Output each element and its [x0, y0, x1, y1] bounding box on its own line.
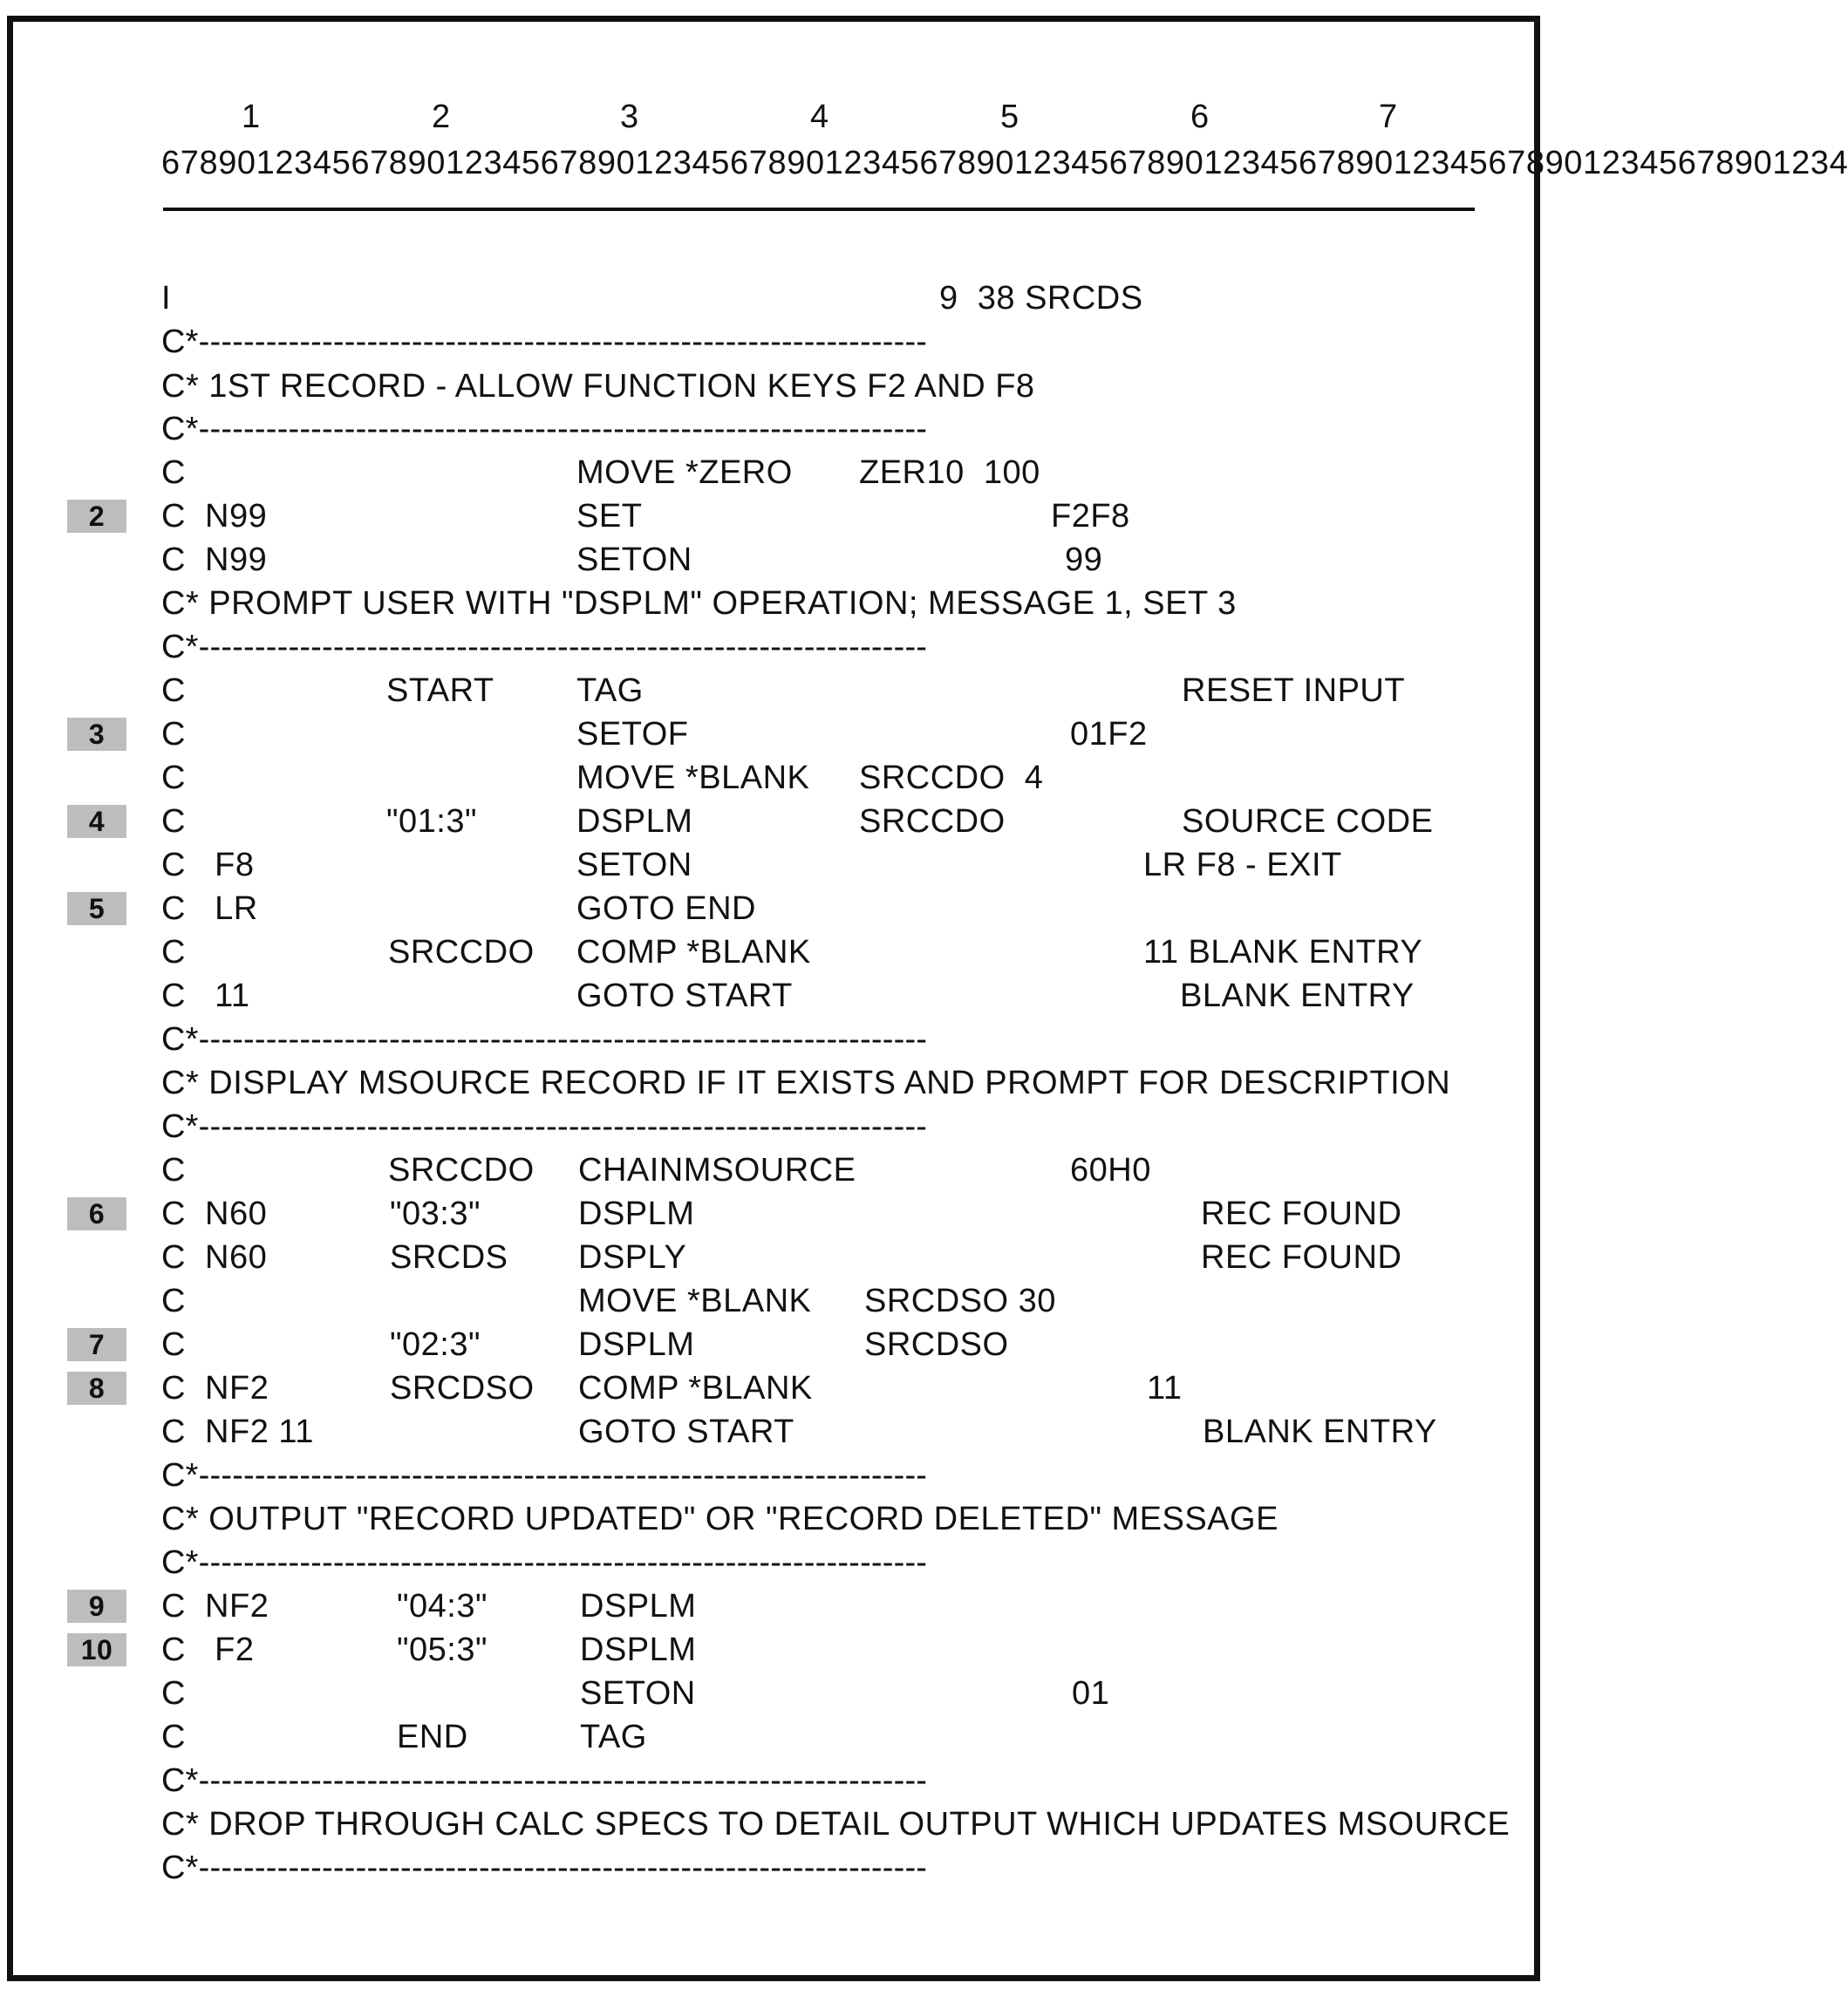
ruler-ten-2: 2 — [432, 99, 451, 135]
line-21-col-1: C N60 — [161, 1196, 268, 1232]
line-25-col-2: SRCDSO — [390, 1370, 535, 1407]
comment-text: C* 1ST RECORD - ALLOW FUNCTION KEYS F2 AND F8 — [161, 368, 1035, 405]
comment-divider — [13, 1850, 1546, 1893]
line-26-col-1: C NF2 11 — [161, 1414, 314, 1450]
line-6-col-3: 99 — [1065, 542, 1103, 578]
dash-line: C*----------------------------------------------------------------- — [161, 629, 928, 665]
line-15-col-4: 11 BLANK ENTRY — [1143, 934, 1423, 971]
code-listing — [13, 22, 1546, 1987]
step-marker-8: 8 — [67, 1372, 126, 1405]
code-line — [13, 716, 1546, 760]
listing-frame — [7, 16, 1848, 1981]
ruler-ten-6: 6 — [1190, 99, 1210, 135]
code-line — [13, 1719, 1546, 1762]
step-marker-3: 3 — [67, 718, 126, 751]
comment-divider — [13, 1021, 1546, 1065]
dash-line: C*----------------------------------------------------------------- — [161, 1544, 928, 1581]
line-22-col-2: SRCDS — [390, 1239, 508, 1276]
line-9-col-4: RESET INPUT — [1182, 672, 1406, 709]
line-13-col-2: SETON — [576, 847, 692, 883]
dash-line: C*----------------------------------------------------------------- — [161, 1457, 928, 1494]
line-24-col-1: C — [161, 1326, 186, 1363]
line-30-col-3: DSPLM — [580, 1588, 697, 1625]
line-22-col-3: DSPLY — [578, 1239, 687, 1276]
line-10-col-2: SETOF — [576, 716, 689, 753]
code-line — [13, 760, 1546, 803]
step-marker-6: 6 — [67, 1197, 126, 1230]
comment-divider — [13, 1762, 1546, 1806]
line-4-col-2: MOVE *ZERO — [576, 454, 793, 491]
line-20-col-4: 60H0 — [1070, 1152, 1151, 1189]
code-line — [13, 1588, 1546, 1632]
ruler-ten-1: 1 — [242, 99, 261, 135]
comment-text: C* DROP THROUGH CALC SPECS TO DETAIL OUTPUT WHICH UPDATES MSOURCE — [161, 1806, 1510, 1843]
comment-divider — [13, 324, 1546, 367]
step-marker-5: 5 — [67, 892, 126, 925]
dash-line: C*----------------------------------------------------------------- — [161, 1850, 928, 1886]
line-12-col-3: DSPLM — [576, 803, 693, 840]
line-9-col-1: C — [161, 672, 186, 709]
code-line — [13, 454, 1546, 498]
step-marker-7: 7 — [67, 1328, 126, 1361]
step-marker-9: 9 — [67, 1590, 126, 1623]
line-24-col-3: DSPLM — [578, 1326, 695, 1363]
line-33-col-3: TAG — [580, 1719, 647, 1755]
code-line — [13, 803, 1546, 847]
comment-line — [13, 1501, 1546, 1544]
line-12-col-1: C — [161, 803, 186, 840]
line-16-col-1: C 11 — [161, 978, 250, 1014]
line-5-col-1: C N99 — [161, 498, 268, 535]
line-11-col-3: SRCCDO 4 — [859, 760, 1044, 796]
line-16-col-3: BLANK ENTRY — [1180, 978, 1415, 1014]
line-10-col-3: 01F2 — [1070, 716, 1148, 753]
comment-line — [13, 1806, 1546, 1850]
line-20-col-1: C — [161, 1152, 186, 1189]
line-20-col-2: SRCCDO — [388, 1152, 535, 1189]
comment-divider — [13, 1544, 1546, 1588]
code-line — [13, 542, 1546, 585]
code-line — [13, 1152, 1546, 1196]
comment-divider — [13, 1457, 1546, 1501]
code-line — [13, 280, 1546, 324]
line-10-col-1: C — [161, 716, 186, 753]
ruler-ten-4: 4 — [810, 99, 829, 135]
dash-line: C*----------------------------------------------------------------- — [161, 1762, 928, 1799]
line-22-col-1: C N60 — [161, 1239, 268, 1276]
code-line — [13, 1196, 1546, 1239]
code-line — [13, 1632, 1546, 1675]
line-24-col-4: SRCDSO — [864, 1326, 1009, 1363]
code-line — [13, 1283, 1546, 1326]
line-22-col-4: REC FOUND — [1201, 1239, 1402, 1276]
line-0-col-2: 9 38 SRCDS — [939, 280, 1143, 317]
line-23-col-1: C — [161, 1283, 186, 1319]
line-15-col-3: COMP *BLANK — [576, 934, 811, 971]
line-21-col-3: DSPLM — [578, 1196, 695, 1232]
line-9-col-3: TAG — [576, 672, 644, 709]
line-30-col-1: C NF2 — [161, 1588, 269, 1625]
line-13-col-1: C F8 — [161, 847, 255, 883]
line-23-col-3: SRCDSO 30 — [864, 1283, 1056, 1319]
code-line — [13, 1370, 1546, 1414]
comment-divider — [13, 411, 1546, 454]
code-line — [13, 672, 1546, 716]
line-4-col-3: ZER10 100 — [859, 454, 1040, 491]
code-line — [13, 890, 1546, 934]
ruler-ten-7: 7 — [1379, 99, 1398, 135]
line-31-col-1: C F2 — [161, 1632, 255, 1668]
line-16-col-2: GOTO START — [576, 978, 793, 1014]
comment-line — [13, 1065, 1546, 1108]
line-21-col-4: REC FOUND — [1201, 1196, 1402, 1232]
comment-text: C* PROMPT USER WITH "DSPLM" OPERATION; MESSAGE 1, SET 3 — [161, 585, 1237, 622]
line-11-col-2: MOVE *BLANK — [576, 760, 810, 796]
line-32-col-2: SETON — [580, 1675, 696, 1712]
line-23-col-2: MOVE *BLANK — [578, 1283, 812, 1319]
line-11-col-1: C — [161, 760, 186, 796]
line-25-col-4: 11 — [1147, 1370, 1183, 1407]
line-14-col-1: C LR — [161, 890, 258, 927]
code-line — [13, 1414, 1546, 1457]
code-line — [13, 1675, 1546, 1719]
line-33-col-2: END — [397, 1719, 468, 1755]
comment-divider — [13, 1108, 1546, 1152]
line-33-col-1: C — [161, 1719, 186, 1755]
line-5-col-3: F2F8 — [1051, 498, 1130, 535]
line-20-col-3: CHAINMSOURCE — [578, 1152, 856, 1189]
line-15-col-1: C — [161, 934, 186, 971]
line-12-col-2: "01:3" — [386, 803, 477, 840]
code-line — [13, 1326, 1546, 1370]
code-line — [13, 847, 1546, 890]
line-30-col-2: "04:3" — [397, 1588, 488, 1625]
line-6-col-2: SETON — [576, 542, 692, 578]
line-13-col-3: LR F8 - EXIT — [1143, 847, 1342, 883]
line-5-col-2: SET — [576, 498, 643, 535]
dash-line: C*----------------------------------------------------------------- — [161, 411, 928, 447]
comment-divider — [13, 629, 1546, 672]
step-marker-10: 10 — [67, 1633, 126, 1666]
line-9-col-2: START — [386, 672, 494, 709]
column-ruler-digits: 67890123456789012345678901234567890123456789012345678901234567890123456789012345678901234 — [161, 145, 1848, 181]
line-25-col-1: C NF2 — [161, 1370, 269, 1407]
line-25-col-3: COMP *BLANK — [578, 1370, 813, 1407]
comment-text: C* DISPLAY MSOURCE RECORD IF IT EXISTS AND PROMPT FOR DESCRIPTION — [161, 1065, 1451, 1101]
line-31-col-3: DSPLM — [580, 1632, 697, 1668]
code-line — [13, 934, 1546, 978]
step-marker-2: 2 — [67, 500, 126, 533]
code-line — [13, 1239, 1546, 1283]
comment-line — [13, 368, 1546, 412]
line-15-col-2: SRCCDO — [388, 934, 535, 971]
ruler-ten-3: 3 — [620, 99, 639, 135]
dash-line: C*----------------------------------------------------------------- — [161, 324, 928, 360]
line-14-col-2: GOTO END — [576, 890, 756, 927]
step-marker-4: 4 — [67, 805, 126, 838]
line-26-col-3: BLANK ENTRY — [1203, 1414, 1437, 1450]
line-0-col-1: I — [161, 280, 172, 317]
line-31-col-2: "05:3" — [397, 1632, 488, 1668]
line-32-col-3: 01 — [1072, 1675, 1110, 1712]
line-21-col-2: "03:3" — [390, 1196, 481, 1232]
code-line — [13, 498, 1546, 542]
ruler-ten-5: 5 — [1000, 99, 1019, 135]
line-32-col-1: C — [161, 1675, 186, 1712]
line-4-col-1: C — [161, 454, 186, 491]
line-12-col-5: SOURCE CODE — [1182, 803, 1434, 840]
comment-text: C* OUTPUT "RECORD UPDATED" OR "RECORD DELETED" MESSAGE — [161, 1501, 1279, 1537]
line-26-col-2: GOTO START — [578, 1414, 794, 1450]
line-12-col-4: SRCCDO — [859, 803, 1006, 840]
dash-line: C*----------------------------------------------------------------- — [161, 1021, 928, 1058]
line-24-col-2: "02:3" — [390, 1326, 481, 1363]
comment-line — [13, 585, 1546, 629]
code-line — [13, 978, 1546, 1021]
line-6-col-1: C N99 — [161, 542, 268, 578]
dash-line: C*----------------------------------------------------------------- — [161, 1108, 928, 1145]
